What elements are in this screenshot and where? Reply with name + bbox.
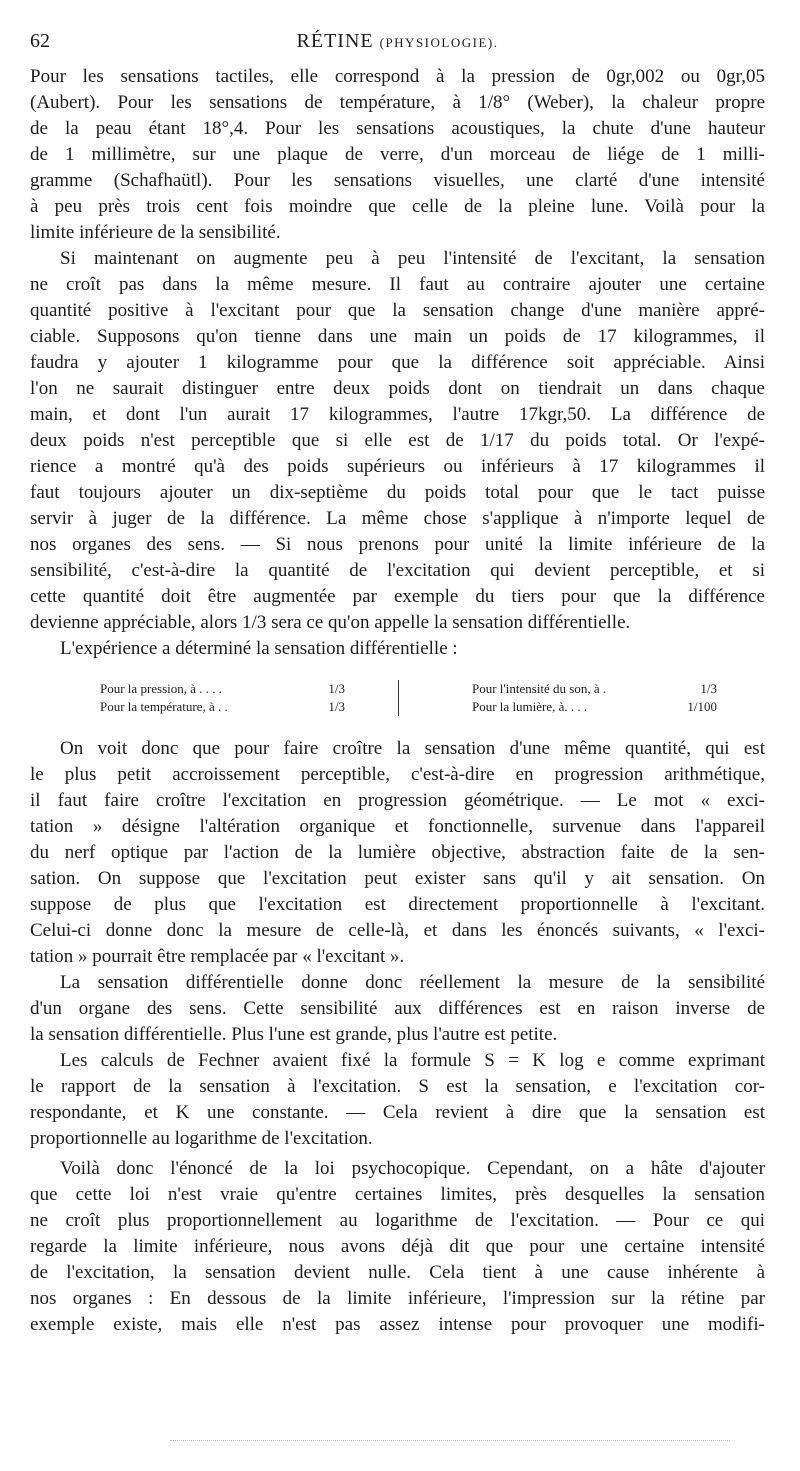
text-line: faudra y ajouter 1 kilogramme pour que la différence soit appréciable. Ainsi — [30, 352, 765, 373]
table-value: 1/3 — [328, 681, 345, 696]
text-line: que cette loi n'est vraie qu'entre certaines limites, près desquelles la sensation — [30, 1184, 765, 1205]
text-line: faut toujours ajouter un dix-septième du poids total pour que le tact puisse — [30, 482, 765, 503]
text-line: limite inférieure de la sensibilité. — [30, 222, 281, 243]
text-line: Celui-ci donne donc la mesure de celle-là, et dans les énoncés suivants, « l'exci- — [30, 920, 765, 941]
text-line: nos organes des sens. — Si nous prenons pour unité la limite inférieure de la — [30, 534, 765, 555]
running-head — [30, 30, 765, 58]
text-line: de l'excitation, la sensation devient nulle. Cela tient à une cause inhérente à — [30, 1262, 765, 1283]
running-head-subtitle: (PHYSIOLOGIE). — [379, 35, 499, 50]
text-line: Les calculs de Fechner avaient fixé la formule S = K log e comme exprimant — [60, 1050, 765, 1071]
text-line: Pour les sensations tactiles, elle correspond à la pression de 0gr,002 ou 0gr,05 — [30, 66, 765, 87]
text-line: de 1 millimètre, sur une plaque de verre, d'un morceau de liége de 1 milli- — [30, 144, 765, 165]
text-line: il faut faire croître l'excitation en progression géométrique. — Le mot « exci- — [30, 790, 765, 811]
table-row — [100, 698, 345, 716]
table-value: 1/3 — [700, 681, 717, 696]
table-divider — [398, 680, 399, 716]
bleed-through-trace — [170, 1440, 730, 1441]
text-line: l'on ne saurait distinguer entre deux poids dont on tiendrait un dans chaque — [30, 378, 765, 399]
text-line: rience a montré qu'à des poids supérieurs ou inférieurs à 17 kilogrammes il — [30, 456, 765, 477]
text-line: On voit donc que pour faire croître la sensation d'une même quantité, qui est — [60, 738, 765, 759]
table-row — [472, 698, 717, 716]
text-line: à peu près trois cent fois moindre que celle de la pleine lune. Voilà pour la — [30, 196, 765, 217]
text-line: cette quantité doit être augmentée par exemple du tiers pour que la différence — [30, 586, 765, 607]
text-line: devienne appréciable, alors 1/3 sera ce qu'on appelle la sensation différentielle. — [30, 612, 631, 633]
text-line: Voilà donc l'énoncé de la loi psychocopique. Cependant, on a hâte d'ajouter — [60, 1158, 765, 1179]
table-label: Pour la lumière, à. . . . — [472, 699, 588, 714]
table-column-right — [472, 680, 717, 716]
text-line: Si maintenant on augmente peu à peu l'intensité de l'excitant, la sensation — [60, 248, 765, 269]
text-line: tation » désigne l'altération organique et fonctionnelle, survenue dans l'appareil — [30, 816, 765, 837]
text-line: ne croît pas dans la même mesure. Il faut au contraire ajouter une certaine — [30, 274, 765, 295]
text-line: tation » pourrait être remplacée par « l'excitant ». — [30, 946, 405, 967]
table-row — [100, 680, 345, 698]
differential-sensation-table — [100, 680, 720, 720]
table-value: 1/3 — [328, 699, 345, 714]
text-line: nos organes : En dessous de la limite inférieure, l'impression sur la rétine par — [30, 1288, 765, 1309]
paragraph-3 — [30, 736, 765, 970]
page-number: 62 — [30, 30, 50, 52]
table-intro — [30, 636, 765, 662]
paragraph-2 — [30, 246, 765, 636]
table-column-left — [100, 680, 345, 716]
paragraph-6 — [30, 1156, 765, 1338]
text-line: main, et dont l'un aurait 17 kilogrammes, l'autre 17kgr,50. La différence de — [30, 404, 765, 425]
text-line: respondante, et K une constante. — Cela revient à dire que la sensation est — [30, 1102, 765, 1123]
text-line: le rapport de la sensation à l'excitation. S est la sensation, e l'excitation cor- — [30, 1076, 765, 1097]
text-line: (Aubert). Pour les sensations de température, à 1/8° (Weber), la chaleur propre — [30, 92, 765, 113]
table-row — [472, 680, 717, 698]
text-line: regarde la limite inférieure, nous avons déjà dit que pour une certaine intensité — [30, 1236, 765, 1257]
text-line: ne croît plus proportionnellement au logarithme de l'excitation. — Pour ce qui — [30, 1210, 765, 1231]
text-line: le plus petit accroissement perceptible, c'est-à-dire en progression arithmétique, — [30, 764, 765, 785]
text-line: sensibilité, c'est-à-dire la quantité de l'excitation qui devient perceptible, et si — [30, 560, 765, 581]
paragraph-1 — [30, 64, 765, 246]
table-label: Pour la pression, à . . . . — [100, 681, 223, 696]
table-value: 1/100 — [687, 699, 717, 714]
paragraph-4 — [30, 970, 765, 1048]
text-line: suppose de plus que l'excitation est directement proportionnelle à l'excitant. — [30, 894, 765, 915]
text-line: deux poids n'est perceptible que si elle est de 1/17 du poids total. Or l'expé- — [30, 430, 765, 451]
text-line: proportionnelle au logarithme de l'excitation. — [30, 1128, 373, 1149]
text-line: d'un organe des sens. Cette sensibilité aux différences est en raison inverse de — [30, 998, 765, 1019]
text-line: L'expérience a déterminé la sensation différentielle : — [60, 638, 458, 659]
running-head-main: RÉTINE — [296, 30, 374, 52]
text-line: du nerf optique par l'action de la lumière objective, abstraction faite de la sen- — [30, 842, 765, 863]
running-head-title — [30, 30, 765, 53]
table-label: Pour la température, à . . — [100, 699, 228, 714]
text-line: quantité positive à l'excitant pour que la sensation change d'une manière appré- — [30, 300, 765, 321]
text-line: sation. On suppose que l'excitation peut exister sans qu'il y ait sensation. On — [30, 868, 765, 889]
table-label: Pour l'intensité du son, à . — [472, 681, 607, 696]
text-line: la sensation différentielle. Plus l'une est grande, plus l'autre est petite. — [30, 1024, 558, 1045]
text-line: La sensation différentielle donne donc réellement la mesure de la sensibilité — [60, 972, 765, 993]
paragraph-5 — [30, 1048, 765, 1152]
text-line: exemple existe, mais elle n'est pas assez intense pour provoquer une modifi- — [30, 1314, 765, 1335]
text-line: de la peau étant 18°,4. Pour les sensations acoustiques, la chute d'une hauteur — [30, 118, 765, 139]
text-line: gramme (Schafhaütl). Pour les sensations visuelles, une clarté d'une intensité — [30, 170, 765, 191]
text-line: servir à juger de la différence. La même chose s'applique à n'importe lequel de — [30, 508, 765, 529]
text-line: ciable. Supposons qu'on tienne dans une main un poids de 17 kilogrammes, il — [30, 326, 765, 347]
